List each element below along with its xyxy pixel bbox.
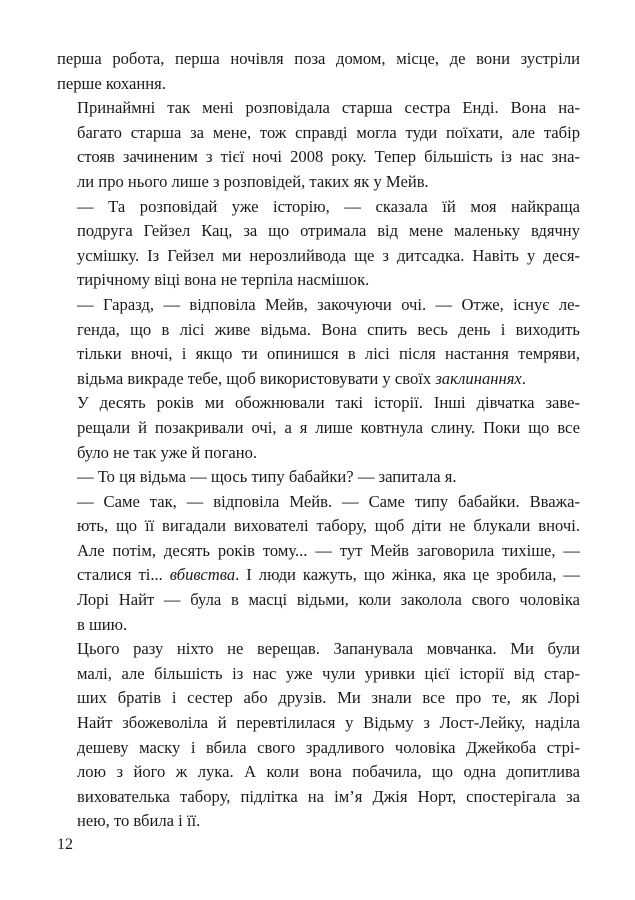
line-text: сталися ті... xyxy=(77,565,170,585)
text-line xyxy=(57,760,580,785)
text-line xyxy=(57,539,580,564)
line-text-after: . І люди кажуть, що жінка, яка це зробила, — xyxy=(235,565,581,585)
paragraph xyxy=(57,391,580,465)
text-line xyxy=(57,441,580,466)
text-line xyxy=(57,637,580,662)
line-text: ших братів і сестер або друзів. Ми знали все про те, як Лорі xyxy=(77,688,580,708)
text-line xyxy=(57,490,580,515)
text-line xyxy=(57,268,580,293)
line-text-after: . xyxy=(521,368,526,388)
line-text: стояв зачиненим з тієї ночі 2008 року. Тепер більшість із нас зна- xyxy=(77,147,580,167)
paragraph xyxy=(57,465,580,490)
text-line xyxy=(57,293,580,318)
text-line xyxy=(57,736,580,761)
text-line xyxy=(57,170,580,195)
line-text: — То ця відьма — щось типу бабайки? — запитала я. xyxy=(77,467,457,487)
line-text: тільки вночі, і якщо ти опинишся в лісі після настання темряви, xyxy=(77,344,580,364)
paragraph xyxy=(57,96,580,194)
text-line xyxy=(57,391,580,416)
text-line xyxy=(57,47,580,72)
line-text: Але потім, десять років тому... — тут Мейв заговорила тихіше, — xyxy=(77,540,580,560)
text-line xyxy=(57,219,580,244)
page-number: 12 xyxy=(57,836,73,853)
line-text: перша робота, перша ночівля поза домом, місце, де вони зустріли xyxy=(57,49,580,68)
line-text: ли про нього лише з розповідей, таких як у Мейв. xyxy=(77,171,429,191)
text-line xyxy=(57,514,580,539)
text-line xyxy=(57,342,580,367)
line-text: У десять років ми обожнювали такі історії. Інші дівчатка заве- xyxy=(77,393,580,413)
line-text: дешеву маску і вбила свого зрадливого чоловіка Джейкоба стрі- xyxy=(77,737,580,757)
line-text: тирічному віці вона не терпіла насмішок. xyxy=(77,270,370,290)
text-line xyxy=(57,96,580,121)
text-line xyxy=(57,588,580,613)
paragraph xyxy=(57,293,580,391)
text-line xyxy=(57,465,580,490)
text-line xyxy=(57,785,580,810)
line-text: багато старша за мене, тож справді могла туди поїхати, але табір xyxy=(77,122,580,142)
line-text: генда, що в лісі живе відьма. Вона спить весь день і виходить xyxy=(77,319,580,339)
line-text: Принаймні так мені розповідала старша сестра Енді. Вона на- xyxy=(77,98,580,118)
paragraph xyxy=(57,490,580,638)
text-line xyxy=(57,686,580,711)
line-text: перше кохання. xyxy=(57,73,166,93)
line-text: вихователька табору, підлітка на ім’я Джія Норт, спостерігала за xyxy=(77,786,580,806)
line-text: — Саме так, — відповіла Мейв. — Саме типу бабайки. Вважа- xyxy=(77,491,580,511)
line-text: Цього разу ніхто не верещав. Запанувала мовчанка. Ми були xyxy=(77,639,580,659)
text-line xyxy=(57,72,580,97)
paragraph xyxy=(57,195,580,293)
emphasis-text: заклинаннях xyxy=(435,368,522,388)
line-text: подруга Гейзел Кац, за що отримала від мене маленьку вдячну xyxy=(77,221,580,241)
line-text: Найт збожеволіла й перевтілилася у Відьму з Лост-Лейку, наділа xyxy=(77,713,580,733)
text-line xyxy=(57,244,580,269)
line-text: відьма викраде тебе, щоб використовувати у своїх xyxy=(77,368,436,388)
text-line xyxy=(57,318,580,343)
emphasis-text: вбивства xyxy=(169,565,236,585)
text-line xyxy=(57,195,580,220)
text-line xyxy=(57,662,580,687)
text-line xyxy=(57,613,580,638)
text-line xyxy=(57,711,580,736)
line-text: — Гаразд, — відповіла Мейв, закочуючи очі. — Отже, існує ле- xyxy=(77,294,580,314)
line-text: ють, що її вигадали вихователі табору, щоб діти не блукали вночі. xyxy=(77,516,580,536)
body-text xyxy=(57,47,580,834)
paragraph xyxy=(57,637,580,834)
text-line xyxy=(57,121,580,146)
paragraph xyxy=(57,47,580,96)
line-text: було не так уже й погано. xyxy=(77,442,258,462)
line-text: — Та розповідай уже історію, — сказала їй моя найкраща xyxy=(77,196,580,216)
line-text: в шию. xyxy=(77,614,128,634)
line-text: малі, але більшість із нас уже чули уривки цієї історії від стар- xyxy=(77,663,580,683)
line-text: нею, то вбила і її. xyxy=(77,811,201,831)
text-line xyxy=(57,563,580,588)
text-line xyxy=(57,809,580,834)
text-line xyxy=(57,145,580,170)
line-text: усмішку. Із Гейзел ми нерозлийвода ще з дитсадка. Навіть у деся- xyxy=(77,245,580,265)
text-line xyxy=(57,416,580,441)
line-text: лою з його ж лука. А коли вона побачила, що одна допитлива xyxy=(77,762,580,782)
line-text: рещали й позакривали очі, а я лише ковтнула слину. Поки що все xyxy=(77,417,580,437)
line-text: Лорі Найт — була в масці відьми, коли заколола свого чоловіка xyxy=(77,590,580,610)
text-line xyxy=(57,367,580,392)
